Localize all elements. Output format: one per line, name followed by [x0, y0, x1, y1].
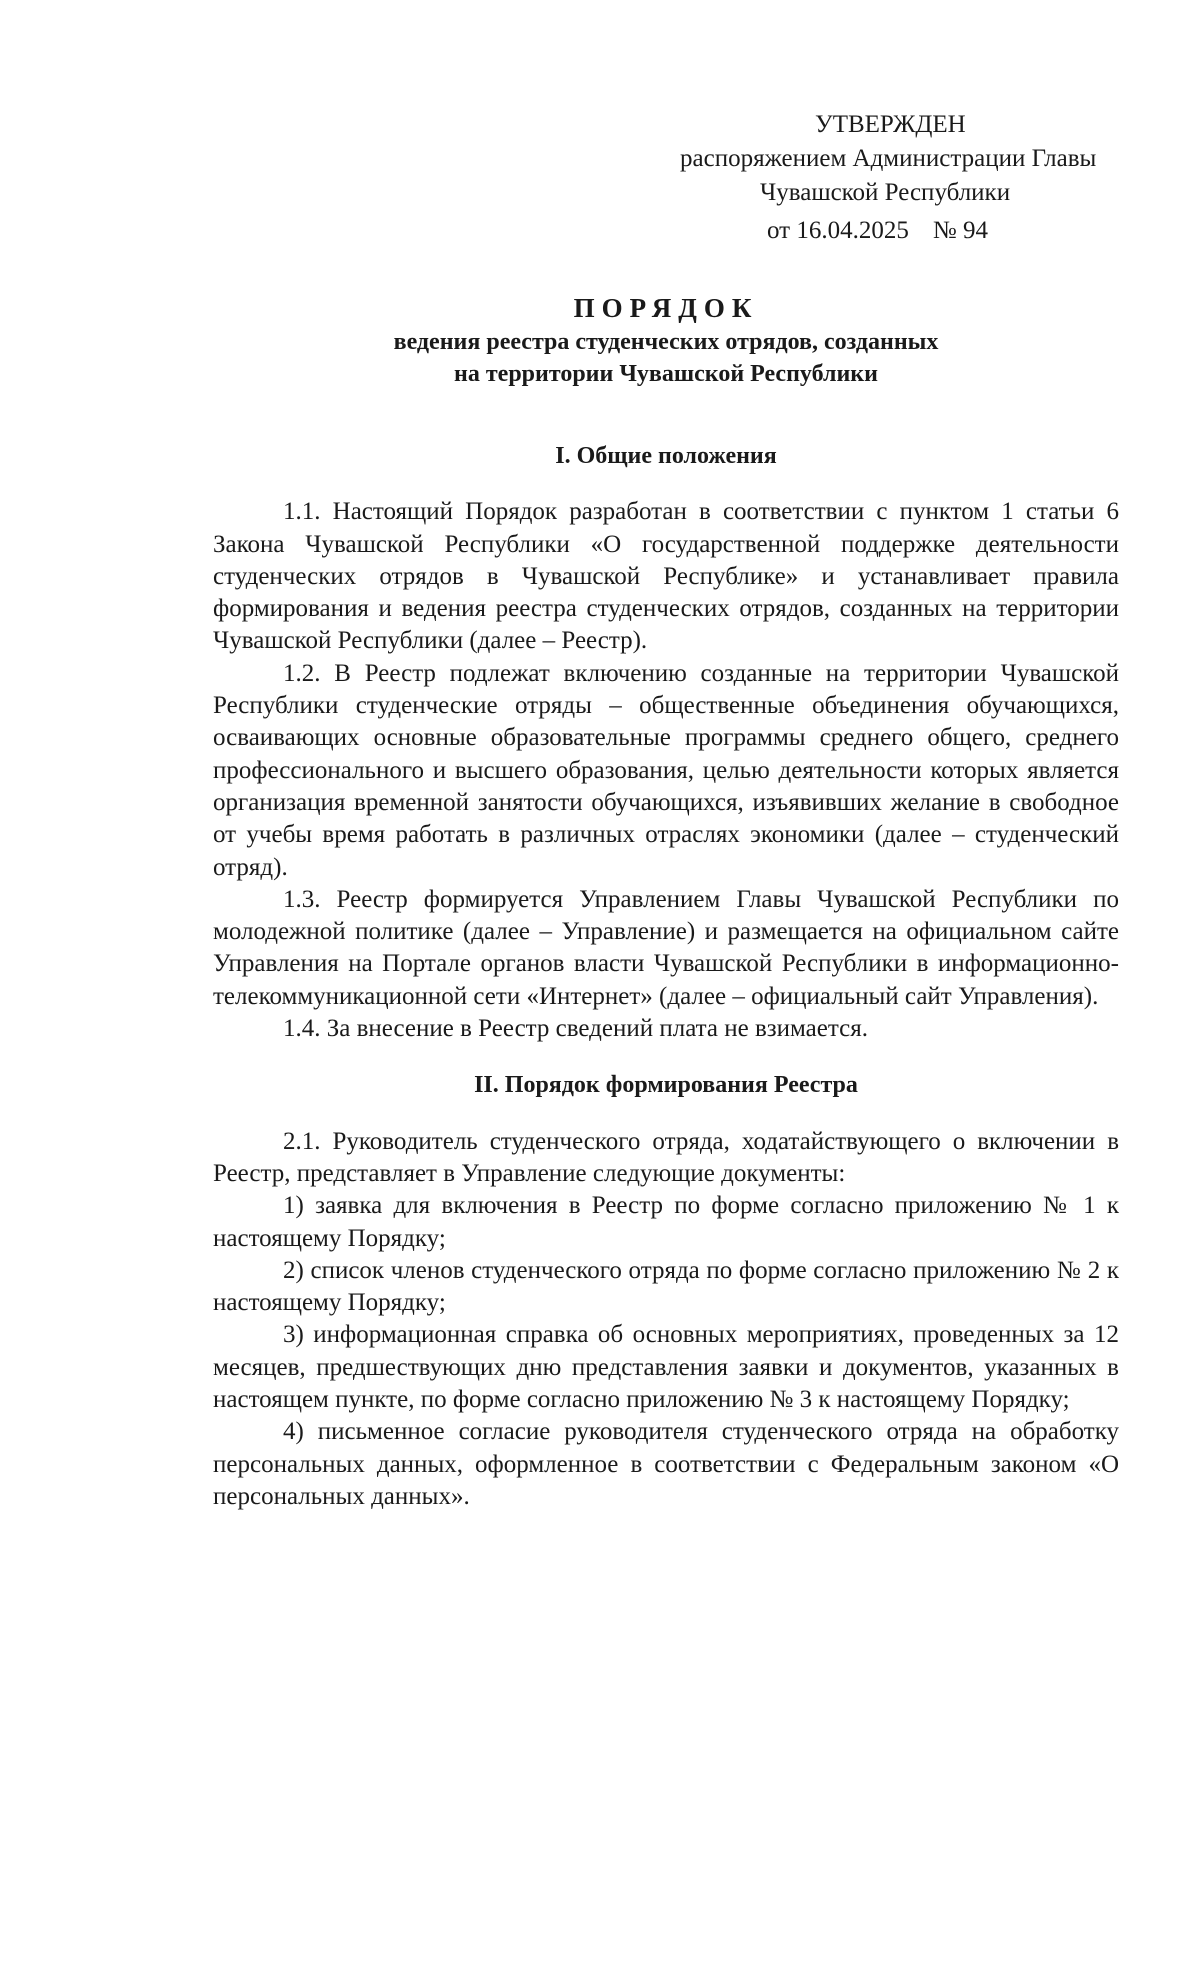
list-item-1: 1) заявка для включения в Реестр по форме согласно приложению № 1 к настоящему Порядку;: [213, 1192, 1119, 1252]
paragraph-1-3: 1.3. Реестр формируется Управлением Главы Чувашской Республики по молодежной политике (далее – Управление) и размещается на официальном сайте Управления на Портале органов власти Чувашской Республики в информационно-телекоммуникационной сети «Интернет» (далее – официальный сайт Управления).: [213, 885, 1119, 1010]
document-subtitle: [213, 326, 1119, 390]
approval-stamp: [670, 108, 1130, 248]
list-item-4: 4) письменное согласие руководителя студенческого отряда на обработку персональных данных, оформленное в соответствии с Федеральным законом «О персональных данных».: [213, 1418, 1119, 1510]
approval-authority: распоряжением Администрации Главы: [680, 145, 1097, 172]
paragraph-1-4: 1.4. За внесение в Реестр сведений плата не взимается.: [283, 1015, 868, 1043]
list-item-2: 2) список членов студенческого отряда по форме согласно приложению № 2 к настоящему Порядку;: [213, 1256, 1119, 1317]
approval-number: № 94: [932, 217, 988, 244]
section-heading-general: I. Общие положения: [555, 443, 777, 469]
document-title: ПОРЯДОК: [573, 293, 759, 323]
subtitle-line-2: на территории Чувашской Республики: [454, 361, 878, 387]
paragraph-1-2: 1.2. В Реестр подлежат включению созданные на территории Чувашской Республики студенческие отряды – общественные объединения обучающихся, осваивающих основные образовательные программы среднего общего, среднего профессионального и высшего образования, целью деятельности которых является организация временной занятости обучающихся, изъявивших желание в свободное от учебы время работать в различных отраслях экономики (далее – студенческий отряд).: [213, 659, 1119, 881]
title-block: [213, 290, 1119, 390]
approval-approved: УТВЕРЖДЕН: [815, 111, 966, 138]
paragraph-2-1: 2.1. Руководитель студенческого отряда, ходатайствующего о включении в Реестр, представляет в Управление следующие документы:: [213, 1127, 1119, 1187]
document-body: [213, 440, 1119, 1513]
list-item-3: 3) информационная справка об основных мероприятиях, проведенных за 12 месяцев, предшествующих дню представления заявки и документов, указанных в настоящем пункте, по форме согласно приложению № 3 к настоящему Порядку;: [213, 1321, 1119, 1414]
approval-region: Чувашской Республики: [760, 179, 1011, 206]
subtitle-line-1: ведения реестра студенческих отрядов, созданных: [393, 329, 939, 355]
paragraph-1-1: 1.1. Настоящий Порядок разработан в соответствии с пунктом 1 статьи 6 Закона Чувашской Республики «О государственной поддержке деятельности студенческих отрядов в Чувашской Республике» и устанавливает правила формирования и ведения реестра студенческих отрядов, созданных на территории Чувашской Республики (далее – Реестр).: [213, 498, 1119, 655]
approval-date: от 16.04.2025: [767, 217, 909, 244]
approval-date-line: [670, 214, 1130, 248]
section-heading-formation: II. Порядок формирования Реестра: [474, 1072, 858, 1099]
